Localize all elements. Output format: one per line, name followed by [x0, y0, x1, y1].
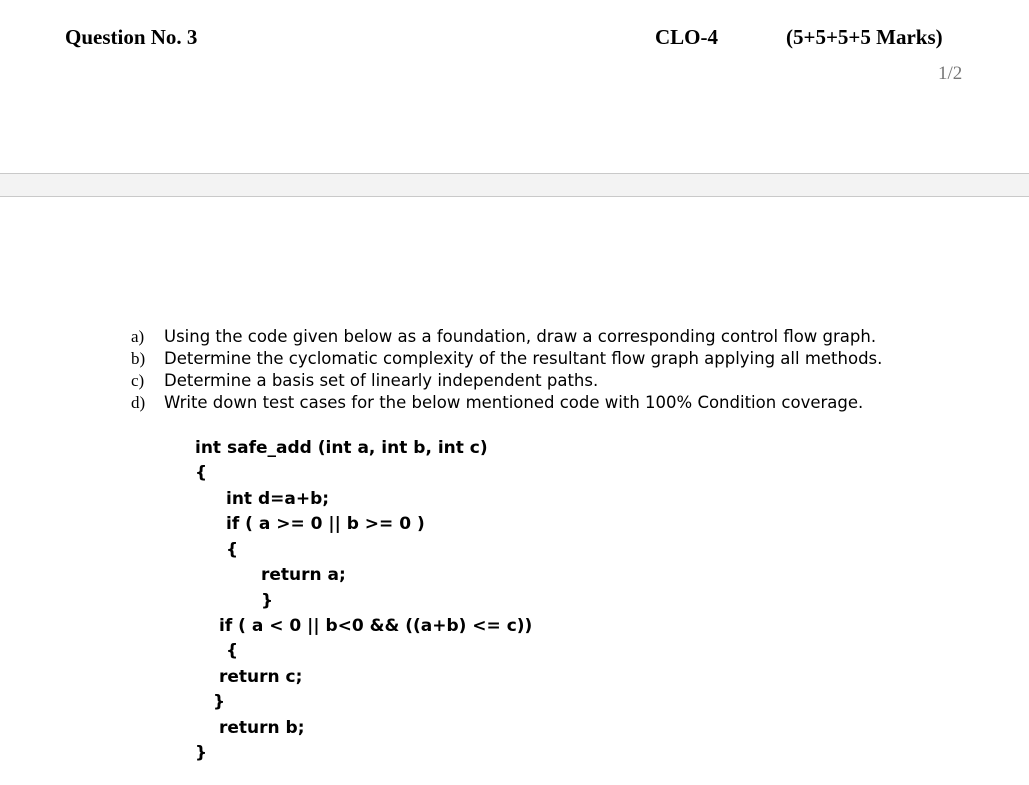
code-line: {: [226, 540, 239, 560]
item-text: Determine the cyclomatic complexity of the resultant flow graph applying all methods.: [164, 349, 883, 368]
code-line: return b;: [219, 718, 305, 738]
list-item: [131, 370, 882, 392]
list-item: [131, 392, 882, 414]
code-line: int safe_add (int a, int b, int c): [195, 438, 488, 458]
item-text: Determine a basis set of linearly independent paths.: [164, 371, 599, 390]
code-line: if ( a >= 0 || b >= 0 ): [226, 514, 425, 534]
code-line: }: [261, 591, 274, 611]
item-marker: a): [131, 327, 145, 346]
question-title: Question No. 3: [65, 25, 198, 49]
list-item: [131, 348, 882, 370]
item-marker: c): [131, 371, 145, 390]
marks-label: (5+5+5+5 Marks): [786, 25, 943, 49]
item-marker: b): [131, 349, 146, 368]
page-number: 1/2: [938, 63, 963, 84]
clo-label: CLO-4: [655, 25, 718, 49]
code-line: {: [195, 463, 208, 483]
list-item: [131, 326, 882, 348]
question-list: [131, 326, 882, 414]
item-text: Write down test cases for the below mentioned code with 100% Condition coverage.: [164, 393, 864, 412]
code-line: return a;: [261, 565, 346, 585]
item-marker: d): [131, 393, 146, 412]
item-text: Using the code given below as a foundation, draw a corresponding control flow graph.: [164, 327, 877, 346]
code-line: }: [213, 692, 226, 712]
code-line: if ( a < 0 || b<0 && ((a+b) <= c)): [219, 616, 533, 636]
page-break-divider: [0, 173, 1029, 197]
code-line: return c;: [219, 667, 303, 687]
code-line: }: [195, 743, 208, 763]
code-line: {: [226, 641, 239, 661]
code-line: int d=a+b;: [226, 489, 330, 509]
